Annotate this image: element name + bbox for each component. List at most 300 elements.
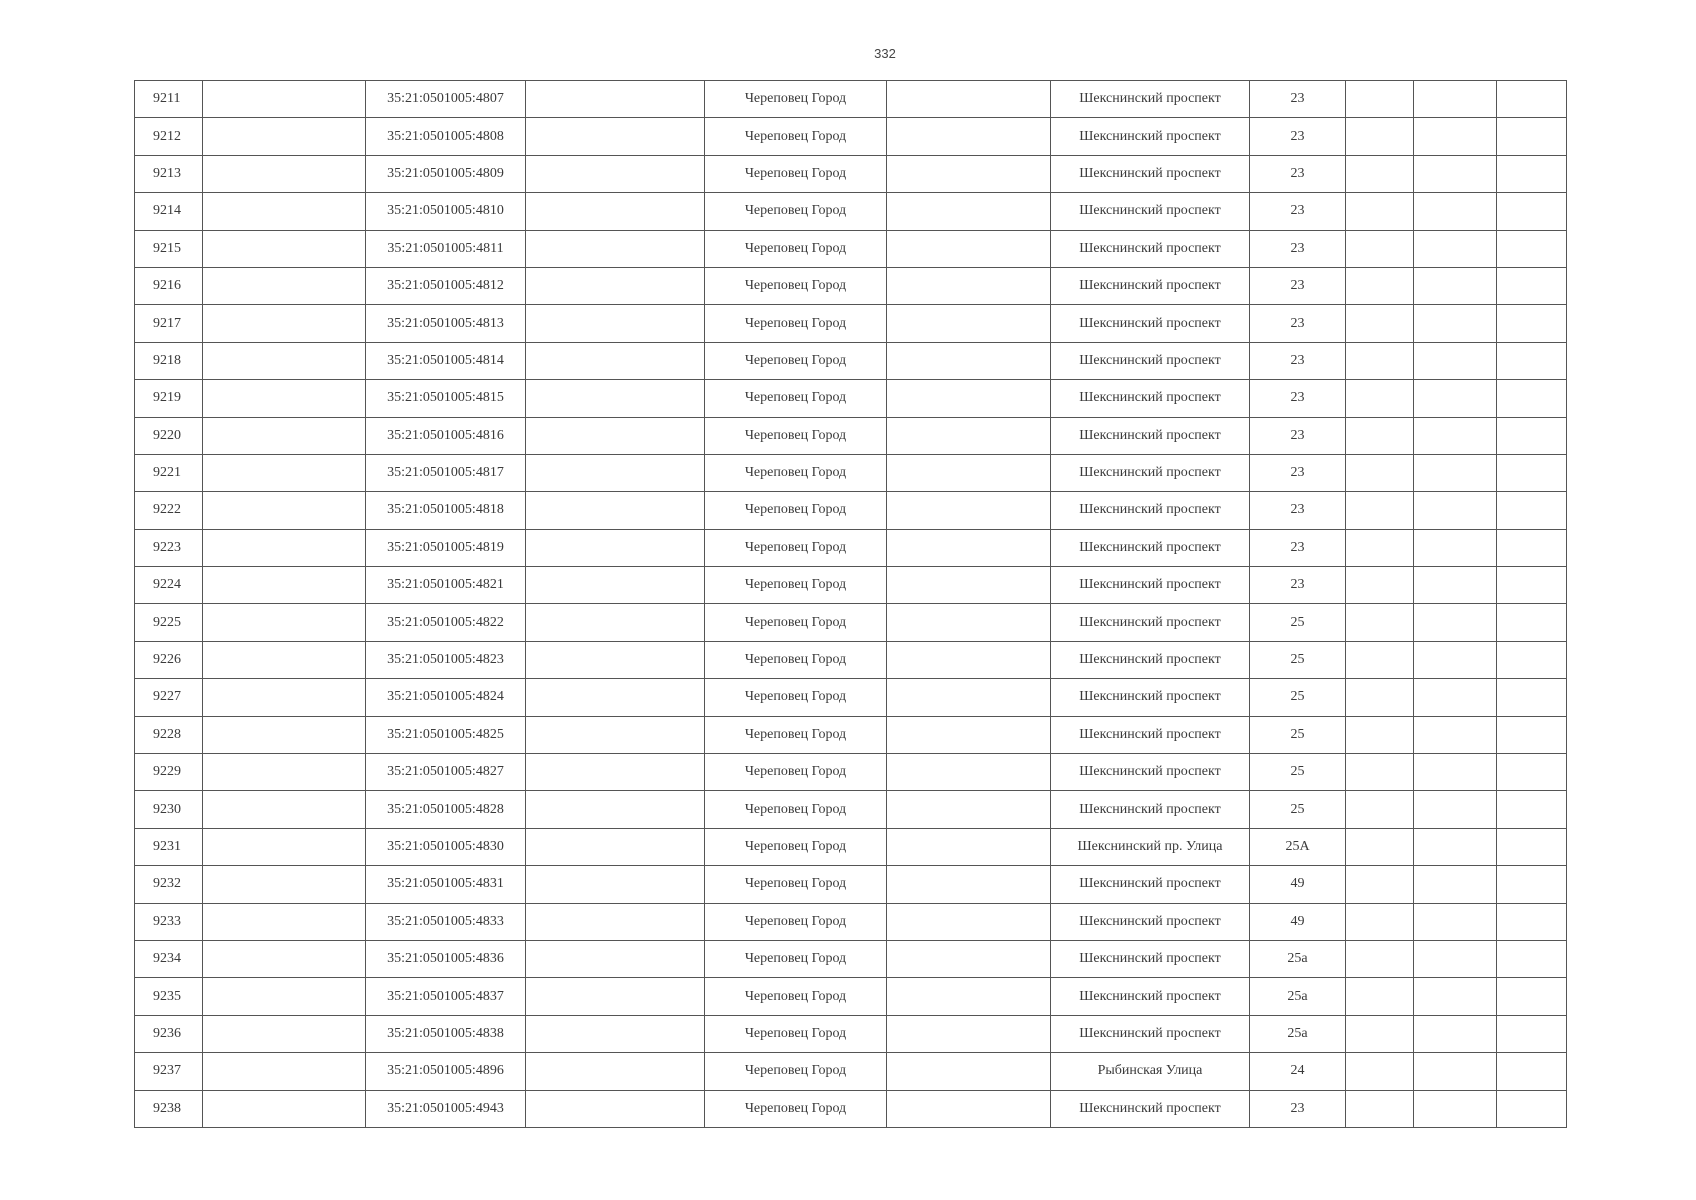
street-cell: Шекснинский проспект bbox=[1051, 679, 1250, 716]
registry-table bbox=[134, 80, 1567, 1128]
table-row bbox=[135, 81, 1567, 118]
empty-cell bbox=[203, 791, 366, 828]
empty-cell bbox=[1346, 754, 1414, 791]
empty-cell bbox=[887, 567, 1051, 604]
empty-cell bbox=[1346, 81, 1414, 118]
table-row bbox=[135, 567, 1567, 604]
street-cell: Шекснинский проспект bbox=[1051, 567, 1250, 604]
empty-cell bbox=[1414, 604, 1497, 641]
empty-cell bbox=[1414, 791, 1497, 828]
table-row bbox=[135, 230, 1567, 267]
cadastral-number-cell: 35:21:0501005:4828 bbox=[366, 791, 526, 828]
city-cell: Череповец Город bbox=[705, 230, 887, 267]
empty-cell bbox=[526, 716, 705, 753]
cadastral-number-cell: 35:21:0501005:4816 bbox=[366, 417, 526, 454]
street-cell: Рыбинская Улица bbox=[1051, 1053, 1250, 1090]
city-cell: Череповец Город bbox=[705, 342, 887, 379]
city-cell: Череповец Город bbox=[705, 978, 887, 1015]
cadastral-number-cell: 35:21:0501005:4813 bbox=[366, 305, 526, 342]
empty-cell bbox=[1497, 81, 1567, 118]
empty-cell bbox=[1414, 118, 1497, 155]
row-number-cell: 9223 bbox=[135, 529, 203, 566]
city-cell: Череповец Город bbox=[705, 1090, 887, 1127]
row-number-cell: 9212 bbox=[135, 118, 203, 155]
empty-cell bbox=[526, 1015, 705, 1052]
row-number-cell: 9228 bbox=[135, 716, 203, 753]
city-cell: Череповец Город bbox=[705, 903, 887, 940]
empty-cell bbox=[1497, 567, 1567, 604]
empty-cell bbox=[203, 604, 366, 641]
house-number-cell: 25А bbox=[1250, 828, 1346, 865]
empty-cell bbox=[887, 1090, 1051, 1127]
empty-cell bbox=[203, 193, 366, 230]
empty-cell bbox=[203, 342, 366, 379]
street-cell: Шекснинский проспект bbox=[1051, 1090, 1250, 1127]
cadastral-number-cell: 35:21:0501005:4807 bbox=[366, 81, 526, 118]
empty-cell bbox=[203, 1015, 366, 1052]
cadastral-number-cell: 35:21:0501005:4827 bbox=[366, 754, 526, 791]
house-number-cell: 23 bbox=[1250, 567, 1346, 604]
empty-cell bbox=[1497, 791, 1567, 828]
empty-cell bbox=[1497, 1015, 1567, 1052]
table-row bbox=[135, 940, 1567, 977]
house-number-cell: 49 bbox=[1250, 866, 1346, 903]
table-row bbox=[135, 604, 1567, 641]
empty-cell bbox=[887, 604, 1051, 641]
empty-cell bbox=[1346, 118, 1414, 155]
empty-cell bbox=[203, 305, 366, 342]
house-number-cell: 25 bbox=[1250, 716, 1346, 753]
table-row bbox=[135, 828, 1567, 865]
city-cell: Череповец Город bbox=[705, 828, 887, 865]
empty-cell bbox=[526, 754, 705, 791]
registry-table-body bbox=[135, 81, 1567, 1128]
street-cell: Шекснинский проспект bbox=[1051, 754, 1250, 791]
street-cell: Шекснинский проспект bbox=[1051, 230, 1250, 267]
row-number-cell: 9219 bbox=[135, 380, 203, 417]
empty-cell bbox=[203, 492, 366, 529]
cadastral-number-cell: 35:21:0501005:4818 bbox=[366, 492, 526, 529]
city-cell: Череповец Город bbox=[705, 1053, 887, 1090]
empty-cell bbox=[1497, 118, 1567, 155]
empty-cell bbox=[203, 679, 366, 716]
street-cell: Шекснинский проспект bbox=[1051, 380, 1250, 417]
empty-cell bbox=[203, 978, 366, 1015]
row-number-cell: 9235 bbox=[135, 978, 203, 1015]
empty-cell bbox=[526, 604, 705, 641]
empty-cell bbox=[1346, 267, 1414, 304]
street-cell: Шекснинский проспект bbox=[1051, 81, 1250, 118]
house-number-cell: 23 bbox=[1250, 155, 1346, 192]
house-number-cell: 23 bbox=[1250, 342, 1346, 379]
empty-cell bbox=[1414, 380, 1497, 417]
row-number-cell: 9232 bbox=[135, 866, 203, 903]
house-number-cell: 23 bbox=[1250, 193, 1346, 230]
empty-cell bbox=[887, 380, 1051, 417]
empty-cell bbox=[526, 155, 705, 192]
house-number-cell: 25а bbox=[1250, 1015, 1346, 1052]
empty-cell bbox=[526, 679, 705, 716]
empty-cell bbox=[1497, 828, 1567, 865]
page-number: 332 bbox=[874, 46, 896, 61]
empty-cell bbox=[1346, 1090, 1414, 1127]
empty-cell bbox=[887, 641, 1051, 678]
empty-cell bbox=[1497, 342, 1567, 379]
city-cell: Череповец Город bbox=[705, 380, 887, 417]
table-row bbox=[135, 417, 1567, 454]
empty-cell bbox=[1497, 155, 1567, 192]
empty-cell bbox=[1497, 903, 1567, 940]
street-cell: Шекснинский проспект bbox=[1051, 903, 1250, 940]
street-cell: Шекснинский проспект bbox=[1051, 604, 1250, 641]
street-cell: Шекснинский проспект bbox=[1051, 978, 1250, 1015]
city-cell: Череповец Город bbox=[705, 305, 887, 342]
empty-cell bbox=[1497, 267, 1567, 304]
empty-cell bbox=[1497, 417, 1567, 454]
empty-cell bbox=[1414, 529, 1497, 566]
empty-cell bbox=[526, 193, 705, 230]
empty-cell bbox=[1414, 417, 1497, 454]
house-number-cell: 24 bbox=[1250, 1053, 1346, 1090]
cadastral-number-cell: 35:21:0501005:4838 bbox=[366, 1015, 526, 1052]
empty-cell bbox=[1497, 866, 1567, 903]
house-number-cell: 23 bbox=[1250, 267, 1346, 304]
cadastral-number-cell: 35:21:0501005:4809 bbox=[366, 155, 526, 192]
empty-cell bbox=[887, 903, 1051, 940]
empty-cell bbox=[1497, 679, 1567, 716]
table-row bbox=[135, 267, 1567, 304]
empty-cell bbox=[203, 81, 366, 118]
empty-cell bbox=[203, 155, 366, 192]
city-cell: Череповец Город bbox=[705, 193, 887, 230]
house-number-cell: 25а bbox=[1250, 940, 1346, 977]
city-cell: Череповец Город bbox=[705, 492, 887, 529]
empty-cell bbox=[1414, 492, 1497, 529]
row-number-cell: 9226 bbox=[135, 641, 203, 678]
city-cell: Череповец Город bbox=[705, 417, 887, 454]
table-row bbox=[135, 454, 1567, 491]
empty-cell bbox=[1346, 1015, 1414, 1052]
empty-cell bbox=[1497, 529, 1567, 566]
house-number-cell: 25 bbox=[1250, 679, 1346, 716]
row-number-cell: 9225 bbox=[135, 604, 203, 641]
empty-cell bbox=[1414, 567, 1497, 604]
empty-cell bbox=[887, 940, 1051, 977]
empty-cell bbox=[1497, 604, 1567, 641]
cadastral-number-cell: 35:21:0501005:4815 bbox=[366, 380, 526, 417]
table-row bbox=[135, 866, 1567, 903]
table-row bbox=[135, 1090, 1567, 1127]
row-number-cell: 9221 bbox=[135, 454, 203, 491]
row-number-cell: 9214 bbox=[135, 193, 203, 230]
empty-cell bbox=[203, 866, 366, 903]
empty-cell bbox=[1346, 1053, 1414, 1090]
city-cell: Череповец Город bbox=[705, 81, 887, 118]
empty-cell bbox=[1414, 305, 1497, 342]
empty-cell bbox=[1414, 155, 1497, 192]
empty-cell bbox=[1346, 866, 1414, 903]
empty-cell bbox=[1346, 380, 1414, 417]
empty-cell bbox=[1346, 417, 1414, 454]
empty-cell bbox=[203, 380, 366, 417]
empty-cell bbox=[1497, 193, 1567, 230]
table-row bbox=[135, 1053, 1567, 1090]
city-cell: Череповец Город bbox=[705, 754, 887, 791]
cadastral-number-cell: 35:21:0501005:4833 bbox=[366, 903, 526, 940]
empty-cell bbox=[887, 1053, 1051, 1090]
cadastral-number-cell: 35:21:0501005:4821 bbox=[366, 567, 526, 604]
row-number-cell: 9231 bbox=[135, 828, 203, 865]
empty-cell bbox=[526, 305, 705, 342]
row-number-cell: 9211 bbox=[135, 81, 203, 118]
street-cell: Шекснинский проспект bbox=[1051, 305, 1250, 342]
street-cell: Шекснинский проспект bbox=[1051, 492, 1250, 529]
street-cell: Шекснинский проспект bbox=[1051, 641, 1250, 678]
row-number-cell: 9218 bbox=[135, 342, 203, 379]
empty-cell bbox=[203, 118, 366, 155]
empty-cell bbox=[1346, 567, 1414, 604]
empty-cell bbox=[526, 230, 705, 267]
table-row bbox=[135, 641, 1567, 678]
empty-cell bbox=[1346, 604, 1414, 641]
row-number-cell: 9238 bbox=[135, 1090, 203, 1127]
empty-cell bbox=[1497, 940, 1567, 977]
table-row bbox=[135, 903, 1567, 940]
empty-cell bbox=[887, 978, 1051, 1015]
empty-cell bbox=[203, 1053, 366, 1090]
empty-cell bbox=[1497, 454, 1567, 491]
table-row bbox=[135, 791, 1567, 828]
empty-cell bbox=[1497, 230, 1567, 267]
house-number-cell: 23 bbox=[1250, 1090, 1346, 1127]
empty-cell bbox=[1414, 454, 1497, 491]
city-cell: Череповец Город bbox=[705, 679, 887, 716]
street-cell: Шекснинский проспект bbox=[1051, 529, 1250, 566]
empty-cell bbox=[1414, 940, 1497, 977]
empty-cell bbox=[526, 492, 705, 529]
row-number-cell: 9229 bbox=[135, 754, 203, 791]
empty-cell bbox=[203, 754, 366, 791]
empty-cell bbox=[203, 567, 366, 604]
empty-cell bbox=[887, 267, 1051, 304]
empty-cell bbox=[1414, 716, 1497, 753]
empty-cell bbox=[1414, 81, 1497, 118]
street-cell: Шекснинский проспект bbox=[1051, 193, 1250, 230]
empty-cell bbox=[1346, 641, 1414, 678]
empty-cell bbox=[887, 454, 1051, 491]
row-number-cell: 9234 bbox=[135, 940, 203, 977]
empty-cell bbox=[526, 903, 705, 940]
empty-cell bbox=[526, 828, 705, 865]
street-cell: Шекснинский проспект bbox=[1051, 716, 1250, 753]
house-number-cell: 23 bbox=[1250, 305, 1346, 342]
empty-cell bbox=[526, 940, 705, 977]
empty-cell bbox=[887, 342, 1051, 379]
city-cell: Череповец Город bbox=[705, 267, 887, 304]
city-cell: Череповец Город bbox=[705, 604, 887, 641]
empty-cell bbox=[1414, 866, 1497, 903]
empty-cell bbox=[1414, 1053, 1497, 1090]
table-row bbox=[135, 380, 1567, 417]
empty-cell bbox=[1497, 978, 1567, 1015]
cadastral-number-cell: 35:21:0501005:4811 bbox=[366, 230, 526, 267]
house-number-cell: 49 bbox=[1250, 903, 1346, 940]
cadastral-number-cell: 35:21:0501005:4824 bbox=[366, 679, 526, 716]
empty-cell bbox=[887, 529, 1051, 566]
empty-cell bbox=[1497, 305, 1567, 342]
empty-cell bbox=[1414, 641, 1497, 678]
empty-cell bbox=[1346, 791, 1414, 828]
empty-cell bbox=[526, 866, 705, 903]
city-cell: Череповец Город bbox=[705, 454, 887, 491]
city-cell: Череповец Город bbox=[705, 529, 887, 566]
empty-cell bbox=[1497, 1090, 1567, 1127]
empty-cell bbox=[1346, 529, 1414, 566]
empty-cell bbox=[887, 828, 1051, 865]
cadastral-number-cell: 35:21:0501005:4943 bbox=[366, 1090, 526, 1127]
empty-cell bbox=[1414, 679, 1497, 716]
empty-cell bbox=[526, 118, 705, 155]
empty-cell bbox=[1346, 716, 1414, 753]
empty-cell bbox=[1414, 903, 1497, 940]
empty-cell bbox=[1346, 155, 1414, 192]
house-number-cell: 25 bbox=[1250, 754, 1346, 791]
cadastral-number-cell: 35:21:0501005:4812 bbox=[366, 267, 526, 304]
empty-cell bbox=[1346, 492, 1414, 529]
empty-cell bbox=[526, 342, 705, 379]
street-cell: Шекснинский проспект bbox=[1051, 454, 1250, 491]
city-cell: Череповец Город bbox=[705, 940, 887, 977]
table-row bbox=[135, 342, 1567, 379]
table-row bbox=[135, 754, 1567, 791]
empty-cell bbox=[526, 567, 705, 604]
row-number-cell: 9230 bbox=[135, 791, 203, 828]
empty-cell bbox=[1414, 230, 1497, 267]
row-number-cell: 9215 bbox=[135, 230, 203, 267]
empty-cell bbox=[203, 828, 366, 865]
row-number-cell: 9237 bbox=[135, 1053, 203, 1090]
row-number-cell: 9233 bbox=[135, 903, 203, 940]
cadastral-number-cell: 35:21:0501005:4808 bbox=[366, 118, 526, 155]
street-cell: Шекснинский проспект bbox=[1051, 940, 1250, 977]
empty-cell bbox=[526, 81, 705, 118]
cadastral-number-cell: 35:21:0501005:4823 bbox=[366, 641, 526, 678]
row-number-cell: 9222 bbox=[135, 492, 203, 529]
house-number-cell: 23 bbox=[1250, 454, 1346, 491]
empty-cell bbox=[203, 641, 366, 678]
cadastral-number-cell: 35:21:0501005:4819 bbox=[366, 529, 526, 566]
row-number-cell: 9224 bbox=[135, 567, 203, 604]
row-number-cell: 9220 bbox=[135, 417, 203, 454]
cadastral-number-cell: 35:21:0501005:4837 bbox=[366, 978, 526, 1015]
empty-cell bbox=[1497, 716, 1567, 753]
cadastral-number-cell: 35:21:0501005:4825 bbox=[366, 716, 526, 753]
empty-cell bbox=[887, 193, 1051, 230]
empty-cell bbox=[887, 1015, 1051, 1052]
empty-cell bbox=[1414, 1015, 1497, 1052]
cadastral-number-cell: 35:21:0501005:4822 bbox=[366, 604, 526, 641]
house-number-cell: 25а bbox=[1250, 978, 1346, 1015]
city-cell: Череповец Город bbox=[705, 866, 887, 903]
empty-cell bbox=[1497, 641, 1567, 678]
empty-cell bbox=[887, 155, 1051, 192]
street-cell: Шекснинский проспект bbox=[1051, 866, 1250, 903]
empty-cell bbox=[1497, 1053, 1567, 1090]
table-row bbox=[135, 118, 1567, 155]
empty-cell bbox=[203, 903, 366, 940]
empty-cell bbox=[887, 716, 1051, 753]
street-cell: Шекснинский проспект bbox=[1051, 342, 1250, 379]
house-number-cell: 23 bbox=[1250, 81, 1346, 118]
empty-cell bbox=[526, 791, 705, 828]
empty-cell bbox=[1497, 492, 1567, 529]
table-row bbox=[135, 305, 1567, 342]
empty-cell bbox=[1497, 754, 1567, 791]
empty-cell bbox=[1497, 380, 1567, 417]
empty-cell bbox=[887, 791, 1051, 828]
empty-cell bbox=[203, 454, 366, 491]
street-cell: Шекснинский проспект bbox=[1051, 1015, 1250, 1052]
house-number-cell: 23 bbox=[1250, 380, 1346, 417]
empty-cell bbox=[1346, 230, 1414, 267]
empty-cell bbox=[203, 267, 366, 304]
row-number-cell: 9213 bbox=[135, 155, 203, 192]
cadastral-number-cell: 35:21:0501005:4831 bbox=[366, 866, 526, 903]
city-cell: Череповец Город bbox=[705, 118, 887, 155]
house-number-cell: 23 bbox=[1250, 492, 1346, 529]
empty-cell bbox=[1346, 828, 1414, 865]
cadastral-number-cell: 35:21:0501005:4814 bbox=[366, 342, 526, 379]
street-cell: Шекснинский проспект bbox=[1051, 791, 1250, 828]
house-number-cell: 25 bbox=[1250, 641, 1346, 678]
empty-cell bbox=[203, 1090, 366, 1127]
cadastral-number-cell: 35:21:0501005:4817 bbox=[366, 454, 526, 491]
empty-cell bbox=[203, 230, 366, 267]
empty-cell bbox=[526, 529, 705, 566]
cadastral-number-cell: 35:21:0501005:4836 bbox=[366, 940, 526, 977]
street-cell: Шекснинский проспект bbox=[1051, 267, 1250, 304]
city-cell: Череповец Город bbox=[705, 567, 887, 604]
row-number-cell: 9236 bbox=[135, 1015, 203, 1052]
row-number-cell: 9217 bbox=[135, 305, 203, 342]
city-cell: Череповец Город bbox=[705, 641, 887, 678]
house-number-cell: 23 bbox=[1250, 230, 1346, 267]
cadastral-number-cell: 35:21:0501005:4810 bbox=[366, 193, 526, 230]
empty-cell bbox=[203, 417, 366, 454]
table-row bbox=[135, 492, 1567, 529]
empty-cell bbox=[526, 380, 705, 417]
empty-cell bbox=[1346, 342, 1414, 379]
empty-cell bbox=[1414, 828, 1497, 865]
cadastral-number-cell: 35:21:0501005:4896 bbox=[366, 1053, 526, 1090]
empty-cell bbox=[1346, 903, 1414, 940]
empty-cell bbox=[1414, 342, 1497, 379]
table-row bbox=[135, 155, 1567, 192]
empty-cell bbox=[1346, 193, 1414, 230]
empty-cell bbox=[1414, 1090, 1497, 1127]
empty-cell bbox=[887, 81, 1051, 118]
empty-cell bbox=[887, 305, 1051, 342]
empty-cell bbox=[887, 417, 1051, 454]
street-cell: Шекснинский проспект bbox=[1051, 118, 1250, 155]
empty-cell bbox=[1346, 679, 1414, 716]
row-number-cell: 9227 bbox=[135, 679, 203, 716]
empty-cell bbox=[203, 940, 366, 977]
empty-cell bbox=[887, 679, 1051, 716]
street-cell: Шекснинский проспект bbox=[1051, 155, 1250, 192]
empty-cell bbox=[203, 716, 366, 753]
table-row bbox=[135, 679, 1567, 716]
